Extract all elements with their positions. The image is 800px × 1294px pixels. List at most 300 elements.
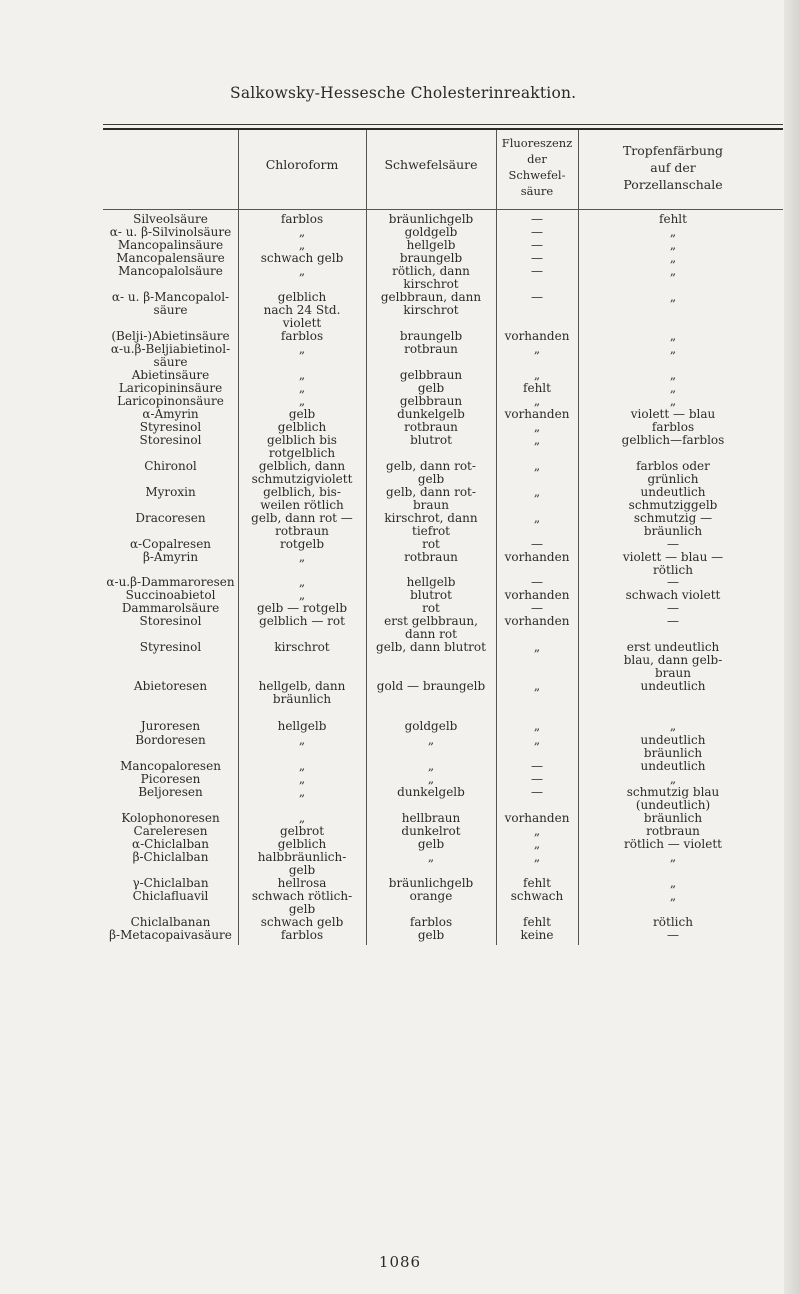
cell-line: hellgelb: [406, 238, 456, 252]
page-number: 1086: [378, 1253, 422, 1271]
cell-line: Chiclafluavil: [132, 889, 209, 903]
cell-line: „: [669, 225, 677, 239]
cell-line: „: [533, 511, 541, 525]
cell-line: „: [298, 772, 306, 786]
cell-line: goldgelb: [404, 719, 458, 733]
cell-line: gelb, dann blutrot: [376, 640, 486, 654]
cell-line: gelb, dann rot —: [251, 511, 353, 525]
page-edge-shadow: [784, 0, 800, 1294]
cell-chloroform: [238, 786, 366, 799]
cell-schwefelsaeure: [366, 786, 496, 799]
cell-line: „: [298, 368, 306, 382]
cell-line: Laricopininsäure: [118, 381, 223, 395]
cell-line: α-u.β-Beljiabietinol-: [110, 342, 231, 356]
cell-line: Mancopalinsäure: [117, 238, 224, 252]
cell-line: bräunlich: [643, 746, 703, 760]
cell-line: farblos: [651, 420, 695, 434]
header-line: Schwefelsäure: [384, 157, 478, 172]
cell-fluoreszenz: [496, 551, 578, 564]
cell-line: blutrot: [410, 588, 452, 602]
cell-chloroform: [238, 291, 366, 330]
cell-line: hellgelb: [277, 719, 327, 733]
cell-line: gelblich: [277, 290, 327, 304]
cell-line: schwach gelb: [260, 251, 344, 265]
cell-schwefelsaeure: [366, 734, 496, 747]
cell-line: säure: [153, 303, 188, 317]
cell-line: gelbbraun: [399, 368, 463, 382]
header-schwefelsaeure: [366, 156, 496, 173]
cell-schwefelsaeure: [366, 434, 496, 447]
cell-line: „: [533, 485, 541, 499]
cell-fluoreszenz: [496, 786, 578, 799]
cell-tropfen: [578, 551, 768, 577]
cell-tropfen: [578, 434, 768, 447]
cell-line: fehlt: [523, 876, 551, 890]
cell-line: Bordoresen: [135, 733, 206, 747]
cell-name: [103, 265, 238, 278]
cell-line: gelb: [288, 902, 316, 916]
cell-tropfen: [578, 786, 768, 812]
cell-chloroform: [238, 720, 366, 733]
cell-line: gelblich — rot: [259, 614, 345, 628]
cell-fluoreszenz: [496, 291, 578, 304]
cell-line: gelblich: [277, 837, 327, 851]
cell-line: rotgelblich: [268, 446, 336, 460]
cell-tropfen: [578, 641, 768, 680]
cell-schwefelsaeure: [366, 343, 496, 356]
cell-line: schmutzigviolett: [251, 472, 353, 486]
cell-fluoreszenz: [496, 434, 578, 447]
cell-line: undeutlich: [640, 759, 706, 773]
cell-line: „: [298, 238, 306, 252]
cell-line: hellgelb: [406, 575, 456, 589]
cell-chloroform: [238, 551, 366, 564]
cell-line: gelb — rotgelb: [256, 601, 348, 615]
cell-name: [103, 291, 238, 317]
cell-name: [103, 890, 238, 903]
cell-line: „: [298, 811, 306, 825]
cell-line: (Belji-)Abietinsäure: [111, 329, 230, 343]
cell-line: gelb: [417, 381, 445, 395]
cell-line: dunkelrot: [401, 824, 461, 838]
cell-line: „: [298, 575, 306, 589]
cell-line: Styresinol: [139, 420, 202, 434]
cell-line: schmutzig blau: [626, 785, 720, 799]
cell-line: „: [298, 588, 306, 602]
cell-line: undeutlich: [640, 485, 706, 499]
cell-line: bräunlichgelb: [388, 876, 474, 890]
cell-line: orange: [409, 889, 453, 903]
cell-chloroform: [238, 641, 366, 654]
cell-line: —: [667, 537, 679, 551]
cell-line: bräunlich: [643, 811, 703, 825]
cell-line: —: [667, 928, 679, 942]
cell-line: rotbraun: [646, 824, 700, 838]
cell-tropfen: [578, 929, 768, 942]
cell-name: [103, 551, 238, 564]
cell-fluoreszenz: [496, 851, 578, 864]
cell-tropfen: [578, 343, 768, 356]
cell-line: Mancopalensäure: [116, 251, 225, 265]
cell-line: —: [531, 225, 543, 239]
cell-line: violett — blau: [630, 407, 716, 421]
cell-schwefelsaeure: [366, 720, 496, 733]
cell-line: „: [533, 368, 541, 382]
cell-line: „: [298, 264, 306, 278]
cell-tropfen: [578, 615, 768, 628]
cell-fluoreszenz: [496, 641, 578, 654]
cell-line: α- u. β-Mancopalol-: [111, 290, 230, 304]
cell-name: [103, 486, 238, 499]
cell-line: schwach: [510, 889, 564, 903]
cell-name: [103, 720, 238, 733]
cell-line: farblos: [280, 329, 324, 343]
cell-line: erst undeutlich: [626, 640, 720, 654]
cell-chloroform: [238, 615, 366, 628]
cell-line: „: [669, 394, 677, 408]
cell-chloroform: [238, 265, 366, 278]
cell-chloroform: [238, 851, 366, 877]
cell-line: rötlich, dann: [392, 264, 470, 278]
cell-line: gelblich—farblos: [621, 433, 725, 447]
cell-tropfen: [578, 291, 768, 304]
cell-line: Dammarolsäure: [121, 601, 220, 615]
cell-line: Storesinol: [139, 433, 202, 447]
cell-line: Mancopalolsäure: [118, 264, 223, 278]
cell-line: hellrosa: [277, 876, 327, 890]
cell-line: Abietoresen: [133, 679, 208, 693]
cell-line: blutrot: [410, 433, 452, 447]
cell-line: —: [531, 251, 543, 265]
cell-line: —: [667, 614, 679, 628]
cell-line: rotbraun: [404, 420, 458, 434]
cell-fluoreszenz: [496, 343, 578, 356]
cell-line: tiefrot: [412, 524, 450, 538]
cell-line: hellbraun: [401, 811, 461, 825]
cell-line: rotbraun: [404, 342, 458, 356]
cell-line: —: [531, 537, 543, 551]
cell-line: „: [669, 342, 677, 356]
cell-line: Juroresen: [140, 719, 201, 733]
cell-tropfen: [578, 720, 768, 733]
cell-name: [103, 929, 238, 942]
cell-line: —: [531, 759, 543, 773]
header-line: Tropfenfärbung: [622, 143, 724, 158]
cell-line: rötlich — violett: [624, 837, 722, 851]
cell-line: halbbräunlich-: [257, 850, 347, 864]
cell-name: [103, 786, 238, 799]
cell-line: bräunlich: [272, 692, 332, 706]
cell-line: dunkelgelb: [397, 407, 465, 421]
cell-name: [103, 641, 238, 654]
header-chloroform: [238, 156, 366, 173]
cell-schwefelsaeure: [366, 680, 496, 693]
cell-line: Myroxin: [145, 485, 196, 499]
cell-line: hellgelb, dann: [258, 679, 346, 693]
cell-line: fehlt: [659, 212, 687, 226]
cell-line: „: [533, 733, 541, 747]
cell-name: [103, 680, 238, 693]
cell-line: schwach gelb: [260, 915, 344, 929]
cell-line: γ-Chiclalban: [132, 876, 209, 890]
header-line: Fluoreszenz: [501, 136, 573, 150]
cell-schwefelsaeure: [366, 929, 496, 942]
cell-line: gelbbraun, dann: [380, 290, 482, 304]
cell-line: Chironol: [144, 459, 197, 473]
cell-line: schwach violett: [625, 588, 721, 602]
cell-schwefelsaeure: [366, 851, 496, 864]
cell-line: braun: [412, 498, 450, 512]
header-line: Chloroform: [265, 157, 339, 172]
cell-line: gelb: [417, 837, 445, 851]
cell-line: Storesinol: [139, 614, 202, 628]
cell-line: kirschrot: [274, 640, 330, 654]
cell-line: Laricopinonsäure: [117, 394, 224, 408]
cell-line: Dracoresen: [135, 511, 206, 525]
cell-fluoreszenz: [496, 720, 578, 733]
cell-line: dann rot: [405, 627, 457, 641]
cell-line: gelbbraun: [399, 394, 463, 408]
cell-line: vorhanden: [504, 614, 570, 628]
cell-name: [103, 512, 238, 525]
cell-line: „: [533, 850, 541, 864]
cell-line: „: [533, 640, 541, 654]
cell-line: farblos: [409, 915, 453, 929]
cell-line: goldgelb: [404, 225, 458, 239]
cell-line: gelbrot: [279, 824, 325, 838]
cell-line: „: [427, 772, 435, 786]
cell-line: kirschrot: [403, 303, 459, 317]
running-head: Salkowsky-Hessesche Cholesterinreaktion.: [230, 84, 577, 102]
cell-line: —: [667, 601, 679, 615]
header-fluoreszenz: [496, 135, 578, 199]
cell-line: Chiclalbanan: [130, 915, 211, 929]
header-line: Porzellanschale: [623, 177, 723, 192]
cell-tropfen: [578, 486, 768, 512]
cell-line: α-Chiclalban: [131, 837, 210, 851]
cell-line: gelblich bis: [267, 433, 337, 447]
cell-line: rotbraun: [275, 524, 329, 538]
cell-line: erst gelbbraun,: [384, 614, 478, 628]
cell-schwefelsaeure: [366, 512, 496, 538]
cell-line: β-Metacopaivasäure: [109, 928, 232, 942]
cell-line: Abietinsäure: [131, 368, 210, 382]
cell-line: „: [669, 381, 677, 395]
cell-chloroform: [238, 434, 366, 460]
cell-schwefelsaeure: [366, 615, 496, 641]
cell-chloroform: [238, 734, 366, 747]
cell-line: fehlt: [523, 915, 551, 929]
cell-line: α-u.β-Dammaroresen: [106, 575, 235, 589]
cell-line: Beljoresen: [138, 785, 203, 799]
cell-tropfen: [578, 890, 768, 903]
cell-line: farblos: [280, 928, 324, 942]
cell-line: Silveolsäure: [133, 212, 208, 226]
cell-line: —: [531, 772, 543, 786]
cell-line: gelb: [288, 407, 316, 421]
cell-line: Kolophonoresen: [121, 811, 220, 825]
cell-line: undeutlich: [640, 679, 706, 693]
cell-fluoreszenz: [496, 890, 578, 903]
cell-line: violett: [282, 316, 322, 330]
cell-line: „: [427, 733, 435, 747]
cell-chloroform: [238, 929, 366, 942]
cell-line: β-Amyrin: [142, 550, 199, 564]
cell-name: [103, 615, 238, 628]
cell-fluoreszenz: [496, 265, 578, 278]
cell-line: „: [669, 264, 677, 278]
cell-schwefelsaeure: [366, 551, 496, 564]
cell-line: „: [298, 785, 306, 799]
cell-line: schmutzig —: [633, 511, 713, 525]
cell-line: farblos oder: [636, 459, 710, 473]
cell-line: gelblich, bis-: [263, 485, 341, 499]
cell-line: „: [669, 251, 677, 265]
cell-line: (undeutlich): [635, 798, 711, 812]
cell-line: dunkelgelb: [397, 785, 465, 799]
cell-line: „: [533, 342, 541, 356]
cell-line: „: [533, 420, 541, 434]
cell-line: gelb, dann rot-: [386, 459, 476, 473]
cell-line: —: [667, 575, 679, 589]
cell-line: —: [531, 575, 543, 589]
cell-line: „: [669, 876, 677, 890]
cell-line: vorhanden: [504, 588, 570, 602]
cell-line: rot: [422, 537, 440, 551]
cell-line: „: [533, 459, 541, 473]
cell-schwefelsaeure: [366, 291, 496, 317]
cell-line: braun: [654, 666, 692, 680]
cell-line: gelblich: [277, 420, 327, 434]
cell-line: „: [669, 238, 677, 252]
cell-chloroform: [238, 512, 366, 538]
cell-line: grünlich: [647, 472, 699, 486]
cell-line: „: [533, 719, 541, 733]
cell-line: α- u. β-Silvinolsäure: [109, 225, 232, 239]
cell-line: gelblich, dann: [258, 459, 346, 473]
cell-line: rötlich: [653, 563, 693, 577]
cell-tropfen: [578, 512, 768, 538]
cell-line: „: [298, 733, 306, 747]
cell-line: bräunlich: [643, 524, 703, 538]
cell-line: braungelb: [399, 251, 463, 265]
cell-line: Mancopaloresen: [120, 759, 221, 773]
cell-line: gelb, dann rot-: [386, 485, 476, 499]
cell-fluoreszenz: [496, 680, 578, 693]
cell-fluoreszenz: [496, 512, 578, 525]
cell-line: „: [427, 850, 435, 864]
cell-schwefelsaeure: [366, 486, 496, 512]
cell-line: weilen rötlich: [260, 498, 344, 512]
table-header-rule: [103, 209, 783, 210]
cell-tropfen: [578, 265, 768, 278]
cell-line: „: [669, 850, 677, 864]
cell-line: „: [669, 889, 677, 903]
table-top-rule: [103, 124, 783, 125]
cell-line: gelb: [288, 863, 316, 877]
table-head-rule: [103, 128, 783, 130]
cell-line: violett — blau —: [622, 550, 724, 564]
cell-schwefelsaeure: [366, 265, 496, 291]
cell-line: —: [531, 264, 543, 278]
cell-name: [103, 460, 238, 473]
cell-line: blau, dann gelb-: [623, 653, 723, 667]
cell-line: „: [533, 394, 541, 408]
cell-line: „: [533, 837, 541, 851]
cell-line: „: [669, 719, 677, 733]
cell-line: vorhanden: [504, 329, 570, 343]
cell-tropfen: [578, 851, 768, 864]
cell-line: „: [427, 759, 435, 773]
cell-line: gelb: [417, 472, 445, 486]
cell-line: „: [669, 290, 677, 304]
cell-line: vorhanden: [504, 407, 570, 421]
cell-line: „: [298, 381, 306, 395]
cell-line: „: [298, 550, 306, 564]
cell-line: kirschrot: [403, 277, 459, 291]
cell-line: bräunlichgelb: [388, 212, 474, 226]
cell-line: rot: [422, 601, 440, 615]
cell-name: [103, 734, 238, 747]
cell-fluoreszenz: [496, 460, 578, 473]
cell-line: „: [669, 772, 677, 786]
cell-line: gold — braungelb: [376, 679, 486, 693]
cell-line: braungelb: [399, 329, 463, 343]
cell-tropfen: [578, 734, 768, 760]
cell-fluoreszenz: [496, 486, 578, 499]
cell-line: gelb: [417, 928, 445, 942]
cell-line: —: [531, 785, 543, 799]
cell-line: β-Chiclalban: [132, 850, 209, 864]
header-line: Schwefel-: [508, 168, 566, 182]
cell-fluoreszenz: [496, 615, 578, 628]
cell-line: —: [531, 601, 543, 615]
header-tropfenfaerbung: [578, 142, 768, 193]
cell-line: vorhanden: [504, 811, 570, 825]
cell-name: [103, 434, 238, 447]
cell-line: rotbraun: [404, 550, 458, 564]
cell-schwefelsaeure: [366, 641, 496, 654]
cell-line: säure: [153, 355, 188, 369]
cell-line: α-Copalresen: [129, 537, 212, 551]
cell-line: Styresinol: [139, 640, 202, 654]
cell-line: nach 24 Std.: [263, 303, 341, 317]
cell-schwefelsaeure: [366, 890, 496, 903]
cell-line: „: [669, 329, 677, 343]
cell-tropfen: [578, 460, 768, 486]
cell-line: „: [298, 342, 306, 356]
cell-line: schmutziggelb: [628, 498, 718, 512]
cell-line: Succinoabietol: [125, 588, 216, 602]
cell-tropfen: [578, 680, 768, 693]
header-line: auf der: [650, 160, 696, 175]
cell-line: „: [533, 433, 541, 447]
cell-line: rotgelb: [279, 537, 325, 551]
cell-line: schwach rötlich-: [251, 889, 353, 903]
cell-chloroform: [238, 486, 366, 512]
cell-line: „: [298, 759, 306, 773]
cell-line: „: [533, 679, 541, 693]
cell-line: —: [531, 212, 543, 226]
cell-line: kirschrot, dann: [384, 511, 478, 525]
cell-line: „: [298, 394, 306, 408]
cell-line: „: [298, 225, 306, 239]
cell-line: „: [533, 824, 541, 838]
cell-fluoreszenz: [496, 929, 578, 942]
cell-line: Picoresen: [140, 772, 201, 786]
cell-line: rötlich: [653, 915, 693, 929]
cell-line: farblos: [280, 212, 324, 226]
